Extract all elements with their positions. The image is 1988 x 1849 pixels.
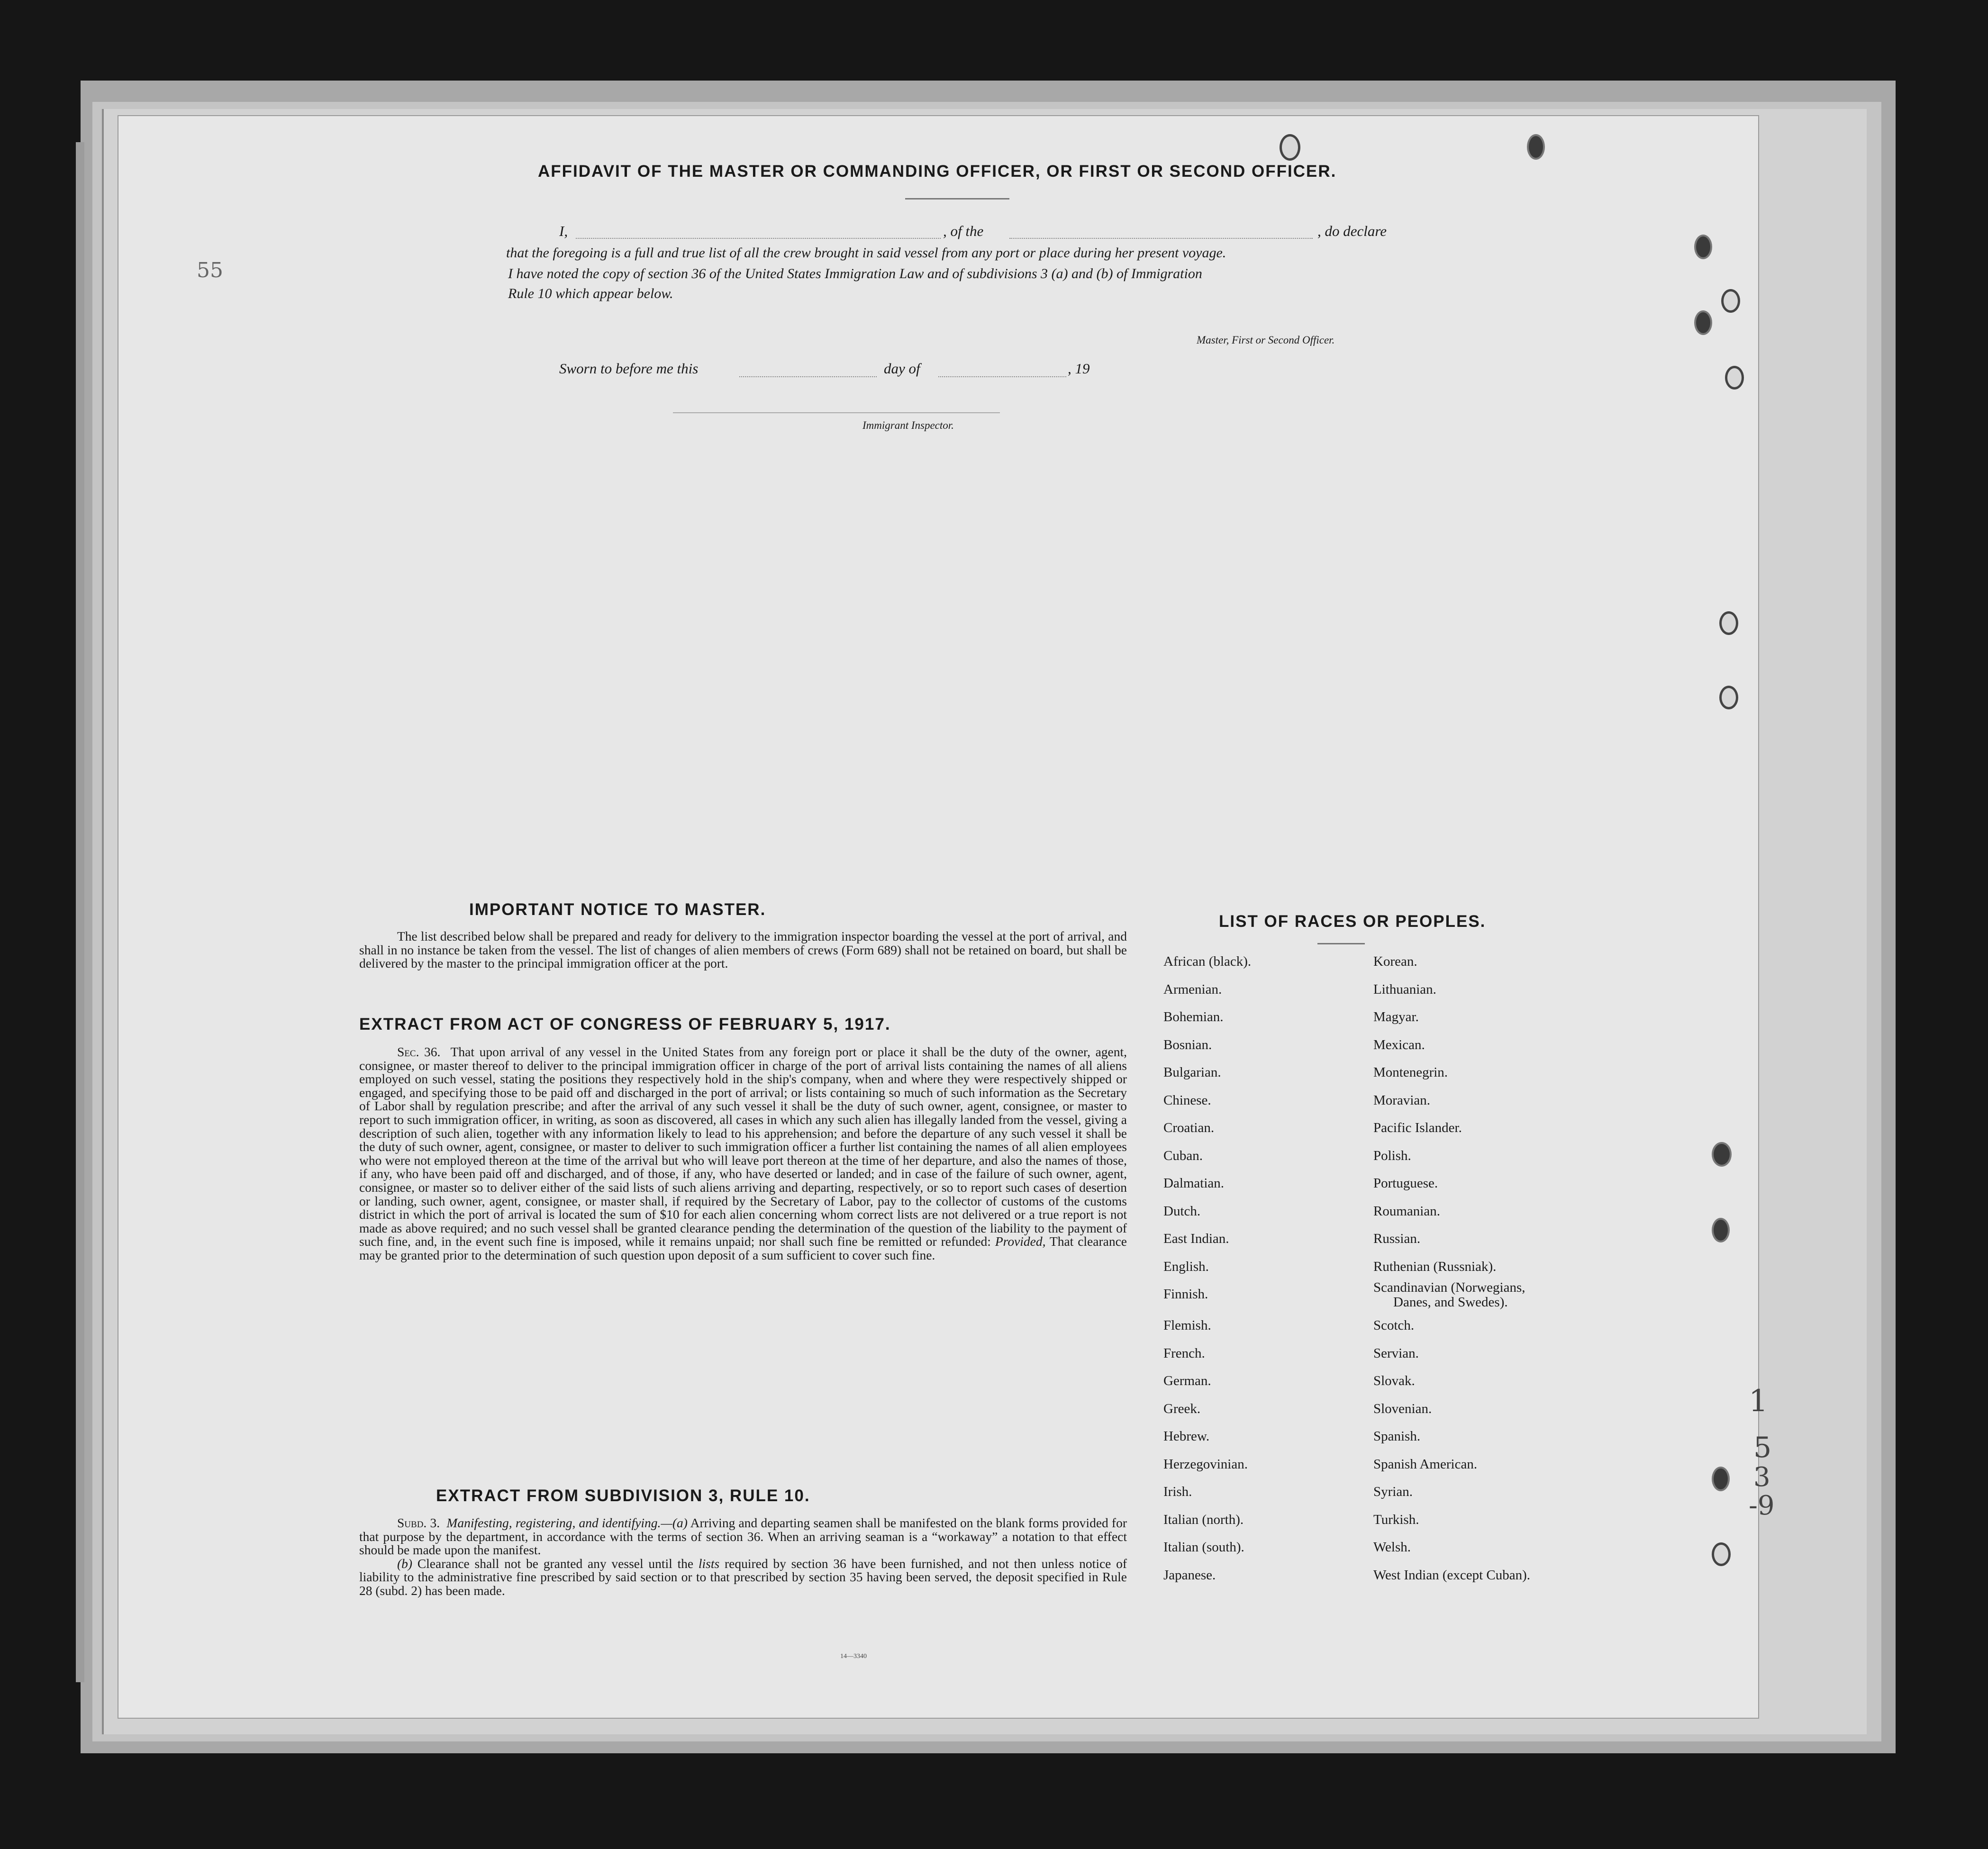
race-item: Dalmatian. <box>1163 1176 1225 1191</box>
race-item: Bohemian. <box>1163 1009 1224 1024</box>
rule-title: EXTRACT FROM SUBDIVISION 3, RULE 10. <box>436 1486 810 1505</box>
race-item: Portuguese. <box>1373 1176 1438 1191</box>
punch-hole <box>1280 134 1300 161</box>
race-item: Bulgarian. <box>1163 1065 1221 1080</box>
race-item: Korean. <box>1373 954 1417 969</box>
inspector-signature-line <box>673 412 1000 413</box>
race-item: Montenegrin. <box>1373 1065 1448 1080</box>
punch-hole <box>1719 611 1738 635</box>
handwritten-mark: -9 <box>1749 1490 1775 1521</box>
race-item: Greek. <box>1163 1401 1201 1416</box>
race-item: Italian (north). <box>1163 1512 1244 1527</box>
subdivision-paragraph: Arriving and departing seamen shall be manifested on the blank forms provided for that purpose by the department, in accordance with the terms of section 36. When an arriving seaman is a “workaway” a notation to that effect should be made upon the manifest. <box>359 1515 1127 1558</box>
act-paragraph-end: That clearance may be granted prior to the determination of such question upon deposit of a sum sufficient to cover such fine. <box>359 1234 1127 1262</box>
race-item: Armenian. <box>1163 981 1222 997</box>
races-title: LIST OF RACES OR PEOPLES. <box>1219 912 1486 931</box>
race-item: Croatian. <box>1163 1120 1215 1135</box>
sworn-label: Sworn to before me this <box>559 360 699 377</box>
race-item: French. <box>1163 1345 1205 1361</box>
affidavit-line2: that the foregoing is a full and true list of all the crew brought in said vessel from any port or place during her present voyage. <box>506 245 1226 261</box>
race-item: Russian. <box>1373 1231 1421 1246</box>
day-of-label: day of <box>884 360 920 377</box>
race-item: African (black). <box>1163 954 1252 969</box>
race-item: Magyar. <box>1373 1009 1419 1024</box>
race-item: Lithuanian. <box>1373 981 1436 997</box>
clause-b-text-end: required by section 36 have been furnished, and not then unless notice of liability to the administrative fine prescribed by said section or to that prescribed by section 35 having been served, the deposit specified in Rule 28 (subd. 2) has been made. <box>359 1556 1127 1598</box>
race-item: Flemish. <box>1163 1318 1211 1333</box>
race-item: English. <box>1163 1259 1209 1274</box>
vessel-blank <box>1009 227 1313 239</box>
race-item: Slovenian. <box>1373 1401 1432 1416</box>
race-item: Turkish. <box>1373 1512 1419 1527</box>
affidavit-line3: I have noted the copy of section 36 of the United States Immigration Law and of subdivisions 3 (a) and (b) of Immigration <box>508 266 1202 281</box>
race-item: German. <box>1163 1373 1211 1388</box>
year-label: , 19 <box>1068 360 1090 377</box>
affidavit-of-the: , of the <box>943 223 984 239</box>
punch-hole <box>1712 1467 1730 1491</box>
race-item: Polish. <box>1373 1148 1411 1163</box>
name-blank <box>576 227 941 239</box>
affidavit-i: I, <box>559 223 568 239</box>
race-item: Mexican. <box>1373 1037 1425 1052</box>
punch-hole <box>1694 235 1712 259</box>
clause-b-label: (b) <box>397 1556 413 1571</box>
day-blank <box>739 365 877 377</box>
subdivision-heading: Manifesting, registering, and identifying.—(a) <box>446 1515 688 1530</box>
race-item: Finnish. <box>1163 1287 1208 1302</box>
handwritten-mark: 3 <box>1753 1462 1770 1493</box>
race-item: Spanish American. <box>1373 1456 1478 1472</box>
punch-hole <box>1719 686 1738 709</box>
race-item: Chinese. <box>1163 1092 1211 1108</box>
race-item: Dutch. <box>1163 1203 1201 1219</box>
punch-hole <box>1721 289 1740 313</box>
race-item: Pacific Islander. <box>1373 1120 1462 1135</box>
notice-text <box>359 930 1127 970</box>
handwritten-mark: 5 <box>1753 1431 1772 1464</box>
race-item-continuation: Danes, and Swedes). <box>1393 1295 1508 1310</box>
race-item: Scotch. <box>1373 1318 1415 1333</box>
master-label: Master, First or Second Officer. <box>1197 334 1335 346</box>
race-item: Irish. <box>1163 1484 1192 1499</box>
form-number: 14—3340 <box>840 1653 867 1660</box>
race-item: Slovak. <box>1373 1373 1415 1388</box>
lists-word: lists <box>698 1556 720 1571</box>
race-item: Bosnian. <box>1163 1037 1212 1052</box>
month-blank <box>938 365 1066 377</box>
punch-hole <box>1725 366 1744 390</box>
race-item: Herzegovinian. <box>1163 1456 1248 1472</box>
act-paragraph: That upon arrival of any vessel in the United States from any foreign port or place it shall be the duty of the owner, agent, consignee, or master thereof to deliver to the principal immigration officer in charge of the port of arrival lists containing the names of all aliens employed on such vessel, stating the positions they respectively hold in the ship's company, when and where they were respectively shipped or engaged, and specifying those to be paid off and discharged in the port of arrival; or lists containing so much of such information as the Secretary of Labor shall by regulation prescribe; and after the arrival of any such vessel it shall be the duty of such owner, agent, consignee, or master to report to such immigration officer, in writing, as soon as discovered, all cases in which any such alien has illegally landed from the vessel, giving a description of such alien, together with any information likely to lead to his apprehension; and before the departure of any such vessel it shall be the duty of such owner, agent, consignee, or master to deliver to such immigration officer a further list containing the names of all alien employees who were not employed thereon at the time of the arrival but who will leave port thereon at the time of her departure, and also the names of those, if any, who have been paid off and discharged, and of those, if any, who have deserted or landed; and in case of the failure of such owner, agent, consignee, or master so to deliver either of the said lists of such aliens arriving and departing, respectively, or so to report such cases of desertion or landing, such owner, agent, consignee, or master shall, if required by the Secretary of Labor, pay to the collector of customs of the customs district in which the port of arrival is located the sum of $10 for each alien concerning whom correct lists are not delivered or a true report is not made as above required; and no such vessel shall be granted clearance pending the determination of the question of the liability to the payment of such fine, and, in the event such fine is imposed, while it remains unpaid; nor shall such fine be remitted or refunded: <box>359 1044 1127 1249</box>
provided-word: Provided, <box>995 1234 1046 1249</box>
race-item: Cuban. <box>1163 1148 1203 1163</box>
race-item: Italian (south). <box>1163 1540 1244 1555</box>
race-item: Spanish. <box>1373 1429 1421 1444</box>
handwritten-mark: 1 <box>1749 1384 1768 1419</box>
rule-text <box>359 1516 1127 1598</box>
punch-hole <box>1712 1218 1730 1242</box>
race-item: Roumanian. <box>1373 1203 1440 1219</box>
section-label: Sec. 36. <box>397 1044 441 1059</box>
race-item: Welsh. <box>1373 1540 1411 1555</box>
act-text <box>359 1045 1127 1262</box>
race-item: Ruthenian (Russniak). <box>1373 1259 1497 1274</box>
race-item: Scandinavian (Norwegians, <box>1373 1280 1525 1295</box>
punch-hole <box>1712 1542 1731 1566</box>
clause-b-text: Clearance shall not be granted any vessel until the <box>417 1556 694 1571</box>
race-item: East Indian. <box>1163 1231 1229 1246</box>
affidavit-declare: , do declare <box>1317 223 1387 239</box>
act-title: EXTRACT FROM ACT OF CONGRESS OF FEBRUARY 5, 1917. <box>359 1015 891 1033</box>
punch-hole <box>1527 134 1545 160</box>
inspector-label: Immigrant Inspector. <box>862 419 954 431</box>
document-page <box>118 116 1758 1718</box>
race-item: Moravian. <box>1373 1092 1430 1108</box>
race-item: Servian. <box>1373 1345 1419 1361</box>
race-item: Hebrew. <box>1163 1429 1210 1444</box>
races-title-rule <box>1317 943 1365 944</box>
title-rule <box>905 198 1009 199</box>
notice-title: IMPORTANT NOTICE TO MASTER. <box>469 900 766 919</box>
race-item: Syrian. <box>1373 1484 1413 1499</box>
margin-note: 55 <box>197 258 223 282</box>
subdivision-label: Subd. 3. <box>397 1515 440 1530</box>
page-edge <box>76 142 84 1682</box>
affidavit-title: AFFIDAVIT OF THE MASTER OR COMMANDING OFFICER, OR FIRST OR SECOND OFFICER. <box>538 162 1337 181</box>
affidavit-line4: Rule 10 which appear below. <box>508 286 673 301</box>
race-item: West Indian (except Cuban). <box>1373 1567 1531 1583</box>
punch-hole <box>1694 310 1712 335</box>
race-item: Japanese. <box>1163 1567 1216 1583</box>
notice-paragraph: The list described below shall be prepared and ready for delivery to the immigration inspector boarding the vessel at the port of arrival, and shall in no instance be taken from the vessel. The list of changes of alien members of crews (Form 689) shall not be retained on board, but shall be delivered by the master to the principal immigration officer at the port. <box>359 929 1127 971</box>
punch-hole <box>1712 1142 1732 1167</box>
